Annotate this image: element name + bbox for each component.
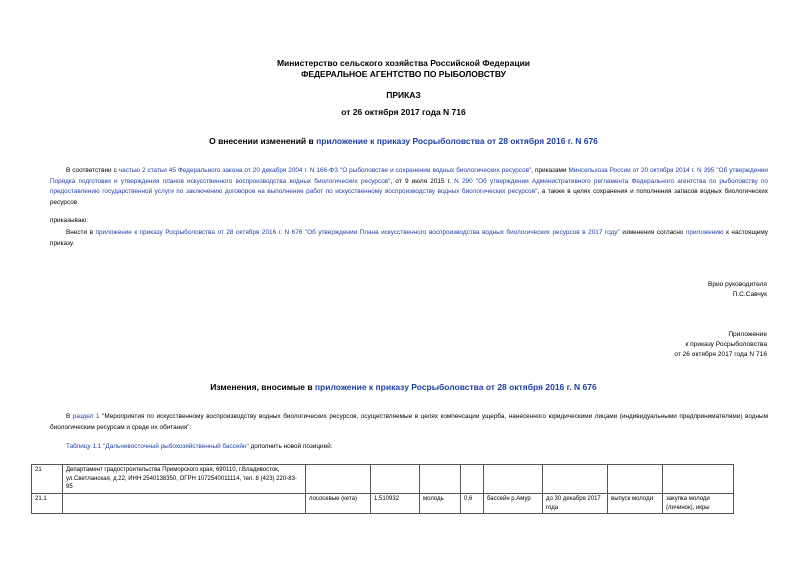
empty-cell [371,465,420,494]
section-link[interactable]: раздел 1 [72,413,100,420]
signature-block [708,280,767,300]
changes-title-link[interactable]: приложение к приказу Росрыболовства от 28 октября 2016 г. N 676 [314,382,597,392]
source-cell: закупка молоди (личинок), икры [663,494,734,514]
appendix-reference [674,330,767,361]
section-text-2: "Мероприятия по искусственному воспроизводству водных биологических ресурсов, осуществляемые в целях компенсации ущерба, нанесенного юридическими лицами (индивидуальными предпринимателями) водным биологическим ресурсам и среде их обитания": [50,413,768,431]
doc-title [0,136,807,146]
positions-table [31,464,734,514]
preamble-paragraph [50,166,768,208]
empty-cell [306,465,371,494]
agency-name: ФЕДЕРАЛЬНОЕ АГЕНТСТВО ПО РЫБОЛОВСТВУ [301,69,506,79]
appendix-ref-line3: от 26 октября 2017 года N 716 [674,351,767,359]
quantity-cell: 1,510932 [371,494,420,514]
empty-cell [543,465,608,494]
order-text-3: к настоящему приказу. [50,229,768,247]
doc-date-number: от 26 октября 2017 года N 716 [341,107,466,117]
empty-cell [608,465,663,494]
weight-cell: 0,6 [461,494,484,514]
ministry-name: Министерство сельского хозяйства Российской Федерации [276,58,531,68]
deadline-cell: до 30 декабря 2017 года [543,494,608,514]
section-paragraph [50,412,768,433]
empty-cell [420,465,461,494]
row-number: 21.1 [32,494,63,514]
table-row [32,465,734,494]
doc-type: ПРИКАЗ [386,90,421,100]
table-caption-link[interactable]: Таблицу 1.1 "Дальневосточный рыбохозяйственный бассейн" [66,443,249,450]
signature-name: П.С.Савчук [732,291,767,299]
basin-cell: бассейн р.Амур [484,494,543,514]
row-number: 21 [32,465,63,494]
preamble-link-law[interactable]: частью 2 статьи 45 Федерального закона от 20 декабря 2004 г. N 166-ФЗ "О рыболовстве и сохранении водных биологических ресурсов" [118,167,532,174]
changes-title [0,382,807,392]
table-row [32,494,734,514]
doc-title-link[interactable]: приложение к приказу Росрыболовства от 28 октября 2016 г. N 676 [316,136,598,146]
signature-position: Врио руководителя [707,281,767,288]
appendix-ref-line1: Приложение [728,331,767,338]
stage-cell: молодь [420,494,461,514]
empty-cell [461,465,484,494]
table-caption [66,442,332,453]
preamble-text-3: , от 9 июля 2015 г. [390,177,455,185]
preamble-text-1: В соответствии с [66,167,119,174]
changes-title-prefix: Изменения, вносимые в [210,382,315,392]
order-text-1: Внести в [66,229,96,236]
order-word: приказываю: [50,217,88,224]
activity-cell: выпуск молоди [608,494,663,514]
empty-cell [63,494,306,514]
appendix-ref-line2: к приказу Росрыболовства [685,341,767,349]
preamble-text-2: , приказами [531,167,569,174]
preamble-link-order-290[interactable]: N 290 "Об утверждении Административного регламента Федерального агентства по рыболовству по предоставлению государственной услуги по заключению договоров на выполнение работ по искусственному воспроизводству водных биологических ресурсов" [50,177,768,196]
table-caption-text: дополнить новой позицией: [248,443,333,450]
order-link-676[interactable]: приложение к приказу Росрыболовства от 28 октября 2016 г. N 676 "Об утверждении Плана искусственного воспроизводства водных биологических ресурсов в 2017 году" [95,229,620,236]
species-cell: лососевые (кета) [306,494,371,514]
order-link-appendix[interactable]: приложению [685,229,724,236]
section-text-1: В [66,413,73,420]
organization-cell: Департамент градостроительства Приморского края, 690110, г.Владивосток, ул.Светланская, д.22, ИНН 2540138350, ОГРН 1072540011114, тел. 8 (423) 220-83-95 [63,465,306,494]
empty-cell [663,465,734,494]
preamble-text-4: , а также в целях сохранения и пополнения запасов водных биологических ресурсов [50,188,768,206]
order-text-2: изменения согласно [619,229,686,236]
preamble-link-order-395[interactable]: Минсельхоза России от 20 октября 2014 г. N 395 "Об утверждении Порядка подготовки и утверждения планов искусственного воспроизводства водных биологических ресурсов" [50,167,769,185]
order-paragraph [50,228,768,249]
empty-cell [484,465,543,494]
doc-title-prefix: О внесении изменений в [209,136,317,146]
